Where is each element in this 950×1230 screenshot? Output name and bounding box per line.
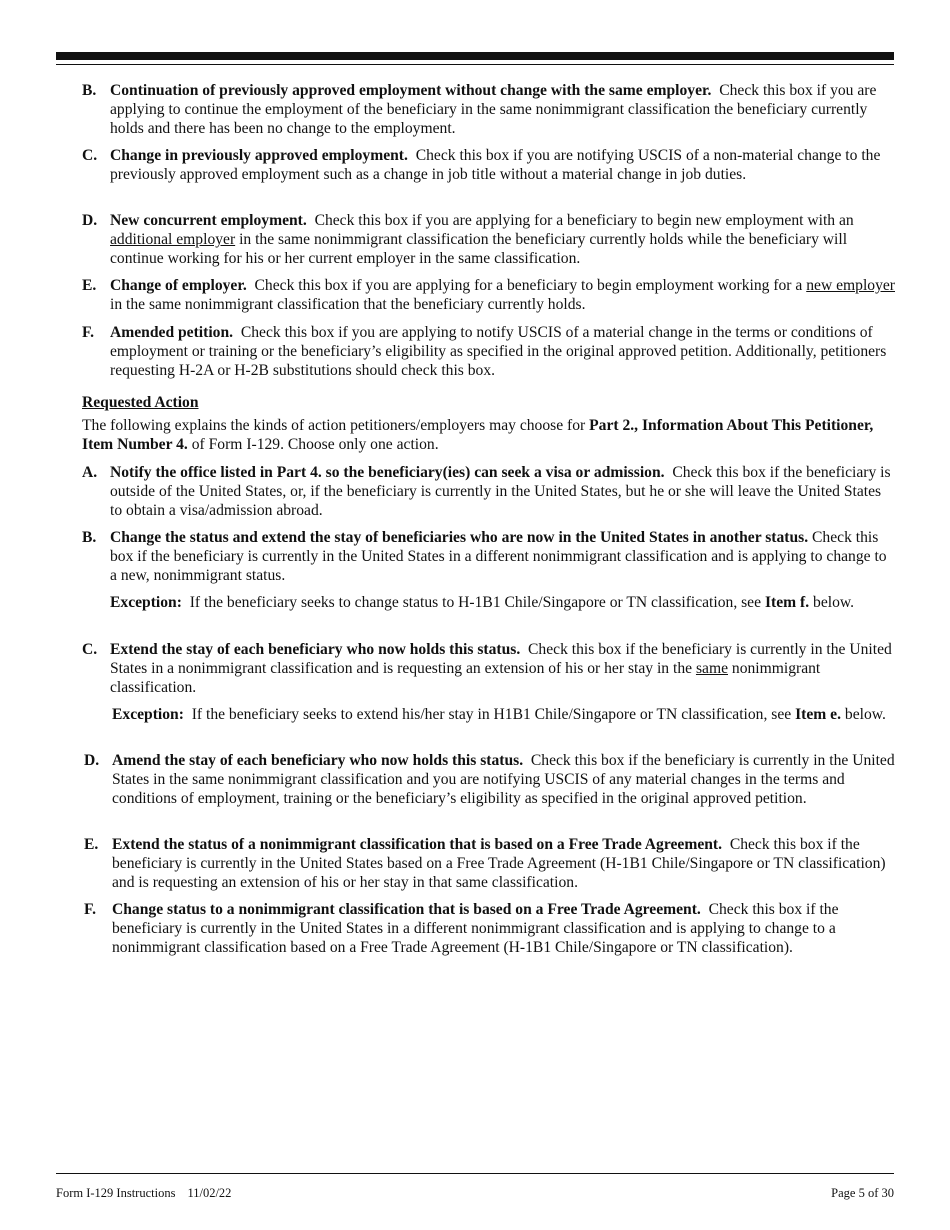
item-title: Change the status and extend the stay of beneficiaries who are now in the United States in another status.: [110, 529, 809, 546]
item-letter: B.: [82, 529, 97, 546]
exception-label: Exception:: [110, 594, 182, 611]
exception-note-c: Exception: If the beneficiary seeks to extend his/her stay in H1B1 Chile/Singapore or TN classification, see Item e. below.: [112, 706, 886, 723]
item-title: Extend the stay of each beneficiary who now holds this status.: [110, 641, 521, 658]
section-intro: The following explains the kinds of action petitioners/employers may choose for Part 2., Information About This Petitioner, Item Number 4. of Form I-129. Choose only one action.: [82, 417, 874, 453]
item-text-tail: in the same nonimmigrant classification the beneficiary currently holds while the beneficiary will continue working for his or her current employer in the same classification.: [110, 231, 848, 267]
item-title: Change status to a nonimmigrant classification that is based on a Free Trade Agreement.: [112, 901, 701, 918]
exception-note-b: Exception: If the beneficiary seeks to change status to H-1B1 Chile/Singapore or TN classification, see Item f. below.: [110, 594, 855, 611]
item-text: Check this box if the beneficiary is currently in the United States in a different nonimmigrant classification and is applying to change to a new, nonimmigrant status.: [110, 529, 887, 584]
item-text-tail: in the same nonimmigrant classification that the beneficiary currently holds.: [110, 296, 586, 313]
item-letter: D.: [82, 212, 98, 229]
item-title: Extend the status of a nonimmigrant classification that is based on a Free Trade Agreement.: [112, 836, 723, 853]
footer-date: 11/02/22: [187, 1186, 232, 1200]
intro-reference: Part 2., Information About This Petitioner, Item Number 4.: [82, 417, 874, 453]
item-text: Check this box if you are notifying USCIS of a non-material change to the previously approved employment such as a change in job title without a material change in job duties.: [110, 147, 881, 183]
item-letter: F.: [84, 901, 96, 918]
item-title: Amend the stay of each beneficiary who now holds this status.: [112, 752, 524, 769]
header-rule-thin: [56, 64, 894, 65]
section-heading: Requested Action: [82, 394, 199, 411]
exception-ref: Item f.: [764, 594, 810, 611]
action-item-d: [84, 751, 899, 808]
underlined-term: additional employer: [110, 231, 236, 248]
item-title: Change in previously approved employment.: [110, 147, 408, 164]
item-text: Check this box if you are applying to continue the employment of the beneficiary in the same nonimmigrant classification the beneficiary currently holds and there has been no change to the employment.: [110, 82, 877, 137]
item-letter: C.: [82, 147, 98, 164]
action-item-c: [82, 640, 897, 697]
item-letter: A.: [82, 464, 98, 481]
item-letter: B.: [82, 82, 97, 99]
item-letter: E.: [82, 277, 97, 294]
exception-ref: Item e.: [795, 706, 841, 723]
item-text-tail: nonimmigrant classification.: [110, 660, 821, 696]
item-text: Check this box if you are applying to notify USCIS of a material change in the terms or conditions of employment or training or the beneficiary’s eligibility as specified in the original approved petition. Additionally, petitioners requesting H-2A or H-2B substitutions should check this box.: [110, 324, 887, 379]
item-title: Continuation of previously approved employment without change with the same employer.: [110, 82, 712, 99]
footer-page-number: Page 5 of 30: [831, 1186, 894, 1200]
item-title: Notify the office listed in Part 4. so the beneficiary(ies) can seek a visa or admission.: [110, 464, 665, 481]
item-letter: C.: [82, 641, 98, 658]
header-rule-thick: [56, 52, 894, 60]
action-item-f: [84, 900, 899, 957]
basis-item-d: [82, 211, 897, 268]
underlined-term: same: [695, 660, 728, 677]
basis-item-e: [82, 276, 897, 314]
basis-item-c: [82, 146, 897, 184]
footer-form-name: Form I-129 Instructions: [56, 1186, 176, 1200]
footer-rule: [56, 1173, 894, 1174]
item-text: Check this box if the beneficiary is currently in the United States based on a Free Trade Agreement (H-1B1 Chile/Singapore or TN classification) and is requesting an extension of his or her stay in that same classification.: [112, 836, 886, 891]
footer-form-info: [56, 1186, 231, 1200]
item-title: Amended petition.: [110, 324, 234, 341]
item-title: New concurrent employment.: [110, 212, 307, 229]
action-item-a: [82, 463, 897, 520]
item-letter: D.: [84, 752, 100, 769]
basis-item-f: [82, 323, 897, 380]
action-item-e: [84, 835, 899, 892]
item-text: Check this box if the beneficiary is currently in the United States in a nonimmigrant classification and is requesting an extension of his or her stay in the: [110, 641, 892, 677]
item-title: Change of employer.: [110, 277, 247, 294]
item-text: Check this box if the beneficiary is currently in the United States in the same nonimmigrant classification and you are notifying USCIS of any material changes in the terms and conditions of employment, training or the beneficiary’s eligibility as specified in the original approved petition.: [112, 752, 895, 807]
exception-label: Exception:: [112, 706, 184, 723]
underlined-term: new employer: [806, 277, 895, 294]
basis-item-b: [82, 81, 897, 138]
item-text: Check this box if the beneficiary is currently in the United States in a different nonimmigrant classification and is applying to change to a nonimmigrant classification based on a Free Trade Agreement (H-1B1 Chile/Singapore or TN classification).: [112, 901, 839, 956]
item-letter: F.: [82, 324, 94, 341]
item-text: Check this box if you are applying for a beneficiary to begin new employment with an: [314, 212, 854, 229]
item-text: Check this box if the beneficiary is outside of the United States, or, if the beneficiary is currently in the United States, but he or she will leave the United States to obtain a visa/admission abroad.: [110, 464, 891, 519]
item-text: Check this box if you are applying for a beneficiary to begin employment working for a: [254, 277, 803, 294]
item-letter: E.: [84, 836, 99, 853]
action-item-b: [82, 528, 897, 585]
